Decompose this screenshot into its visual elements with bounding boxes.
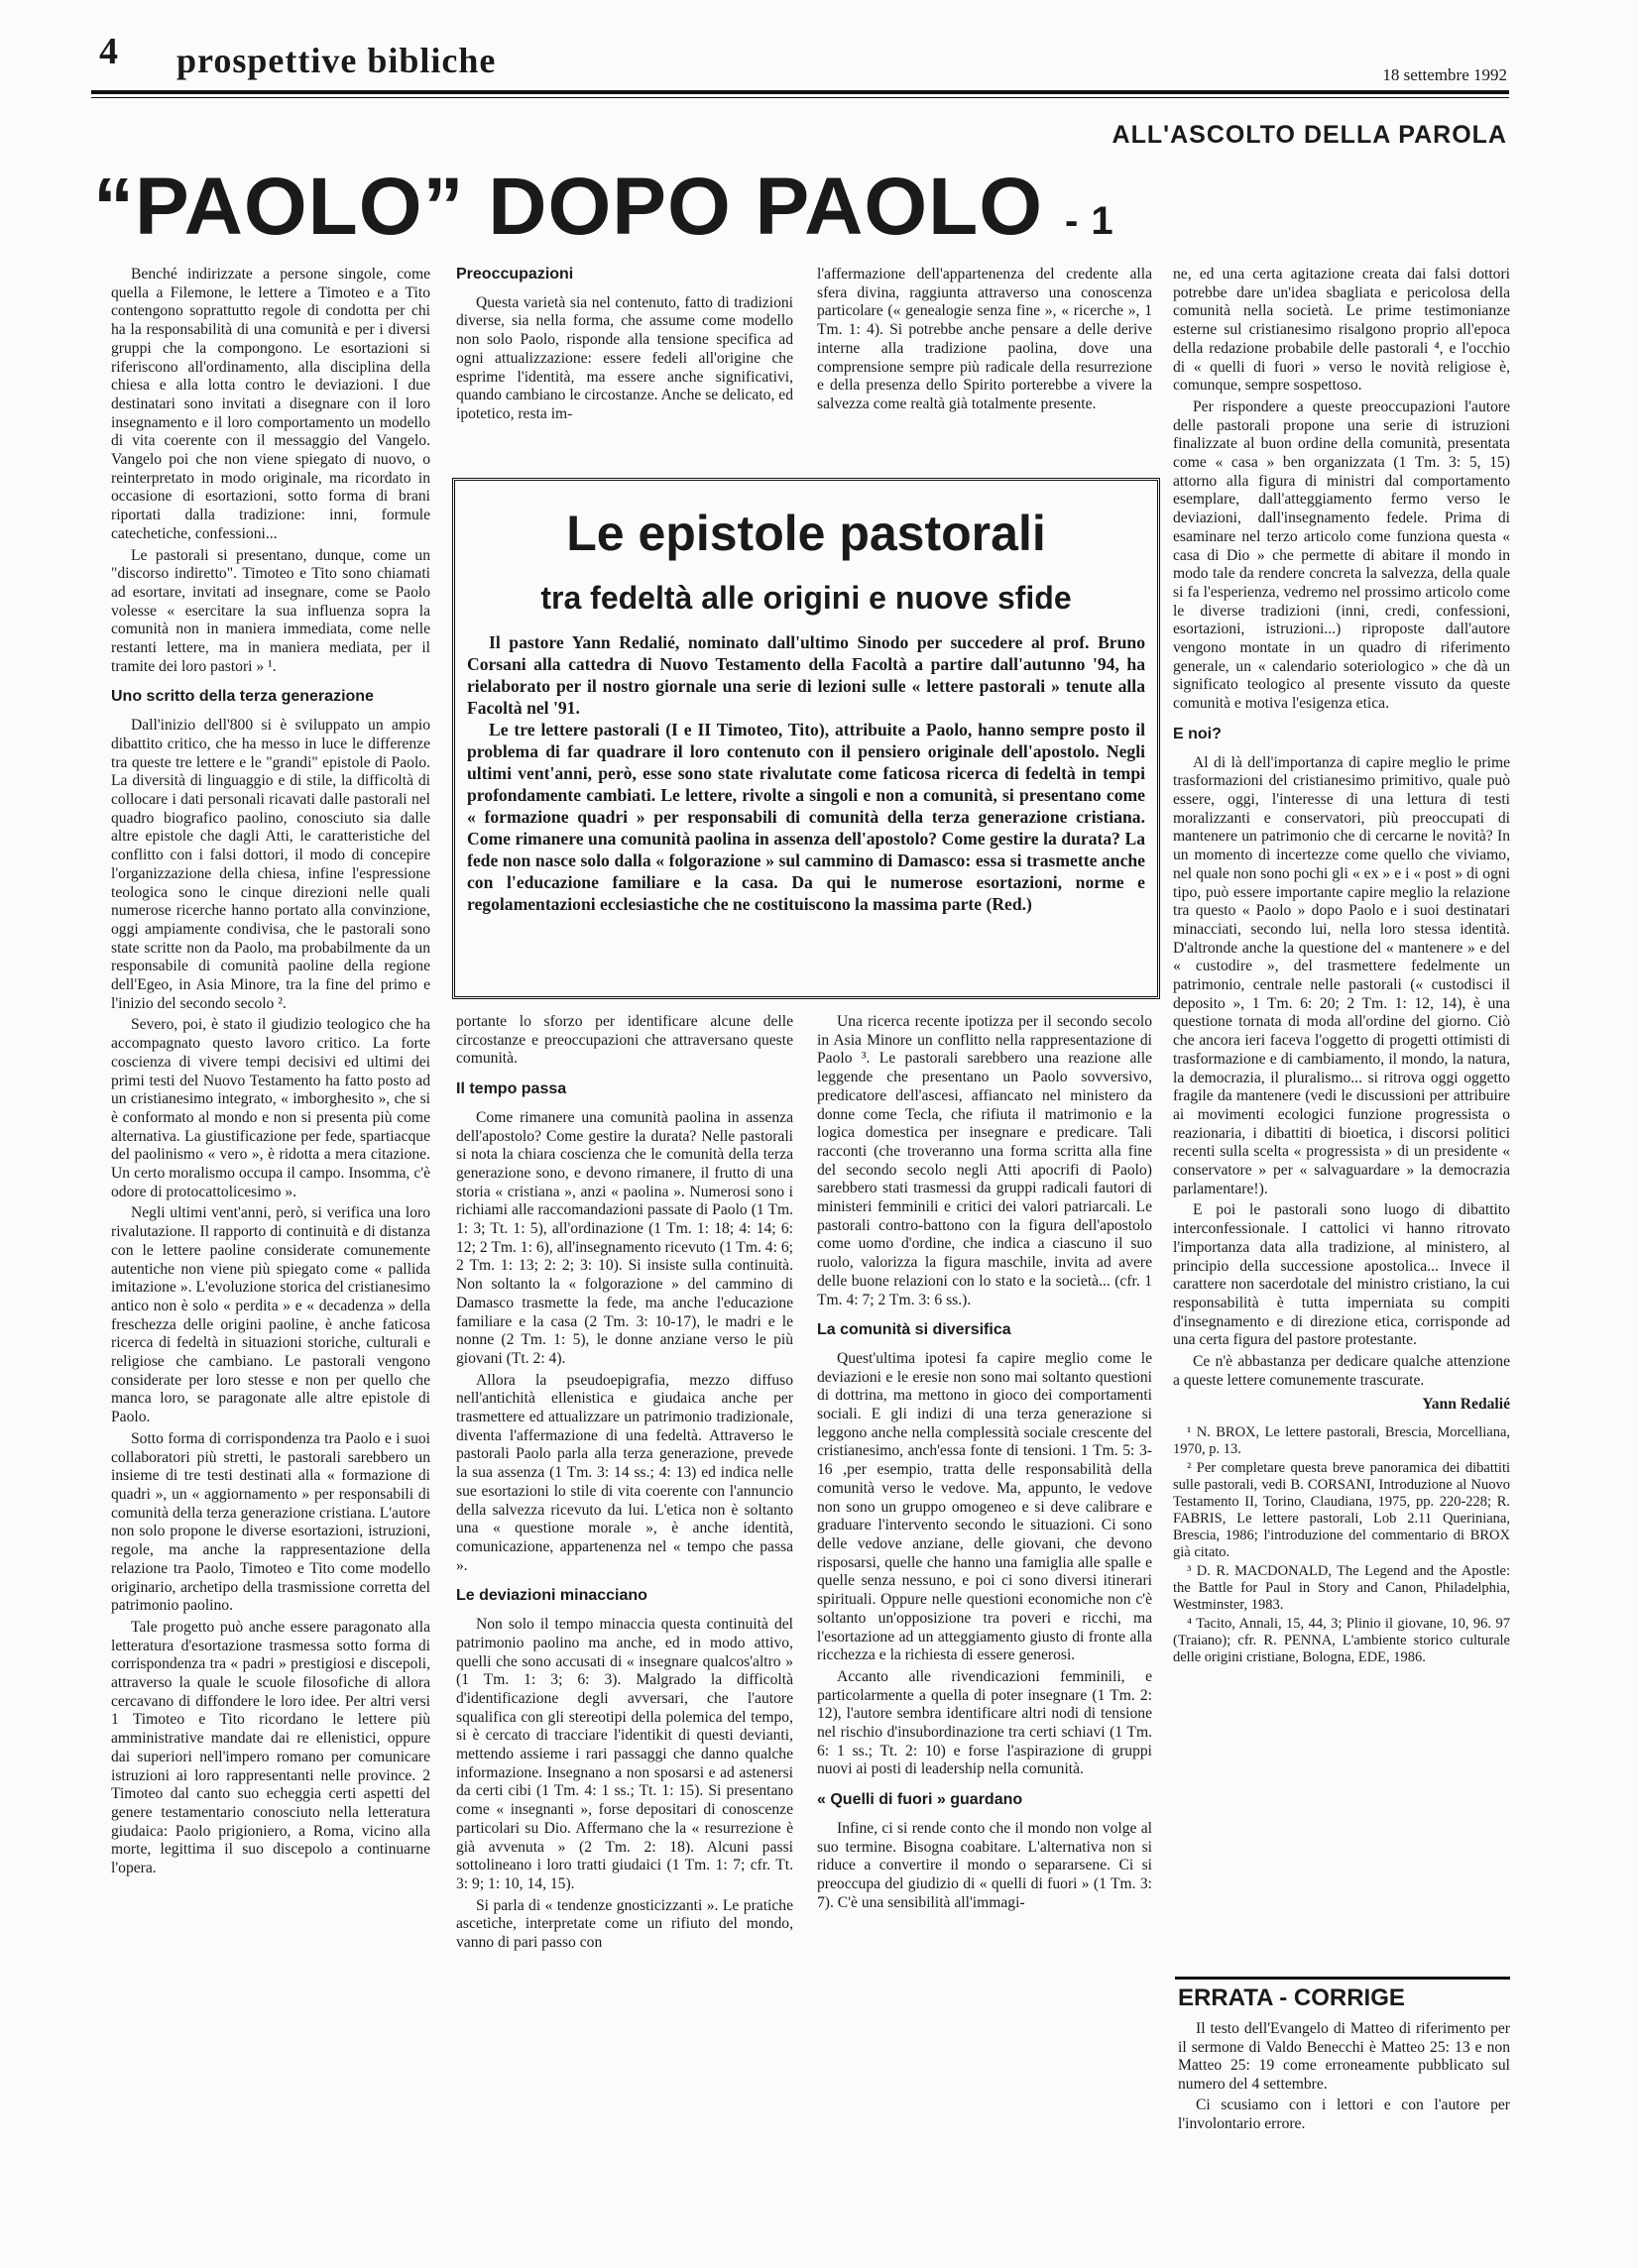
paragraph: Questa varietà sia nel contenuto, fatto di tradizioni diverse, sia nella forma, che assume come modello non solo Paolo, risponde alla tensione specifica ad ogni attualizzazione: essere fedeli all'origine che esprime l'identità, ma essere anche significativi, quando cambiano le circostanze. Anche se delicato, ed ipotetico, resta im- bbox=[456, 293, 793, 422]
article-column-1 bbox=[111, 266, 430, 1881]
footnote: ⁴ Tacito, Annali, 15, 44, 3; Plinio il giovane, 10, 96. 97 (Traiano); cfr. R. PENNA, L'ambiente storico culturale delle origini cristiane, Bologna, EDE, 1986. bbox=[1173, 1616, 1510, 1666]
box-body bbox=[467, 631, 1145, 915]
paragraph: Una ricerca recente ipotizza per il secondo secolo in Asia Minore un conflitto nella rappresentazione di Paolo ³. Le pastorali sarebbero una reazione alle leggende che presentano un Paolo sovversivo, predicatore dell'ascesi, affiancato nel ministero da donne come Tecla, che rifiuta il matrimonio e la logica domestica per insegnare e predicare. Tali racconti (che troveranno una forma scritta alla fine del secondo secolo negli Atti apocrifi di Paolo) sarebbero stati trasmessi da gruppi radicali fautori di ministeri femminili e critici dei valori patriarcali. Le pastorali contro-battono con la figura dell'apostolo come uomo d'ordine, che indica a ciascuno il suo ruolo, valorizza la figura maschile, invita ad avere delle buone relazioni con lo stato e la società... (cfr. 1 Tm. 4: 7; 2 Tm. 3: 6 ss.). bbox=[817, 1013, 1152, 1308]
header-rule-thin bbox=[91, 97, 1509, 98]
headline-part: - 1 bbox=[1065, 199, 1114, 243]
box-paragraph: Il pastore Yann Redalié, nominato dall'ultimo Sinodo per succedere al prof. Bruno Corsani alla cattedra di Nuovo Testamento della Facoltà a partire dall'autunno '94, ha rielaborato per il nostro giornale una serie di lezioni sulle « lettere pastorali » tenute alla Facoltà nel '91. bbox=[467, 632, 1145, 718]
errata-paragraph: Il testo dell'Evangelo di Matteo di riferimento per il sermone di Valdo Benecchi è Matteo 25: 13 e non Matteo 25: 19 come erroneamente pubblicato sul numero del 4 settembre. bbox=[1178, 2020, 1510, 2094]
paragraph: Come rimanere una comunità paolina in assenza dell'apostolo? Come gestire la durata? Nelle pastorali si nota la chiara coscienza che le comunità della terza generazione sono, e devono rimanere, il frutto di una storia « cristiana », anzi « paolina ». Numerosi sono i richiami alle raccomandazioni passate di Paolo (1 Tm. 1: 3; Tt. 1: 5), all'ordinazione (1 Tm. 1: 18; 4: 14; 6: 12; 2 Tm. 1: 6), all'insegnamento ricevuto (1 Tm. 4: 6; 2 Tm. 1: 13; 2: 2; 3: 10). Si insiste sulla continuità. Non soltanto la « folgorazione » del cammino di Damasco trasmette la fede, ma anche l'educazione familiare e la casa (2 Tm. 3: 10-17), le madri e le nonne (2 Tm. 1: 5), le donne anziane verso le più giovani (Tt. 2: 4). bbox=[456, 1108, 793, 1367]
paragraph: Ce n'è abbastanza per dedicare qualche attenzione a queste lettere comunemente trascurate. bbox=[1173, 1353, 1510, 1389]
issue-date: 18 settembre 1992 bbox=[1382, 65, 1507, 84]
paragraph: ne, ed una certa agitazione creata dai falsi dottori potrebbe dare un'idea sbagliata e pericolosa della comunità nella società. Le prime testimonianze esterne sul cristianesimo risalgono proprio all'epoca della redazione probabile delle pastorali ⁴, e l'occhio di « quelli di fuori » verso le novità religiose è, comunque, sempre sospettoso. bbox=[1173, 266, 1510, 395]
paragraph: Allora la pseudoepigrafia, mezzo diffuso nell'antichità ellenistica e giudaica anche per trasmettere ed attualizzare un patrimonio tradizionale, diventa l'affermazione di una fedeltà. Attraverso le pastorali Paolo parla alla terza generazione, prevede la sua assenza (1 Tm. 3: 14 ss.; 4: 13) ed indica nelle sue esortazioni lo stile di vita coerente con l'annuncio della salvezza ricevuto da lui. L'etica non è soltanto una « questione morale », è anche identità, comunicazione, appartenenza nel « tempo che passa ». bbox=[456, 1371, 793, 1574]
paragraph: Negli ultimi vent'anni, però, si verifica una loro rivalutazione. Il rapporto di continuità e di distanza con le lettere paoline considerate comunemente autentiche non viene più spiegato come « pallida imitazione ». L'evoluzione storica del cristianesimo antico non è solo « perdita » e « decadenza » della freschezza delle origini paoline, è anche faticosa ricerca di fedeltà in situazioni storiche, culturali e religiose che cambiano. Le pastorali vengono considerate per loro stesse e non per quello che manca loro, se paragonate alle altre epistole di Paolo. bbox=[111, 1204, 430, 1426]
subheading: Preoccupazioni bbox=[456, 266, 574, 283]
article-column-2-top bbox=[456, 266, 793, 427]
paragraph: Si parla di « tendenze gnosticizzanti ». Le pratiche ascetiche, interpretate come un rifiuto del mondo, vanno di pari passo con bbox=[456, 1896, 793, 1952]
footnotes bbox=[1173, 1424, 1510, 1666]
box-title: Le epistole pastorali bbox=[566, 506, 1046, 561]
page-number: 4 bbox=[99, 31, 118, 72]
editorial-box bbox=[452, 478, 1160, 999]
box-subtitle: tra fedeltà alle origini e nuove sfide bbox=[540, 580, 1072, 616]
paragraph: Sotto forma di corrispondenza tra Paolo e i suoi collaboratori più stretti, le pastorali sarebbero un insieme di tre testi destinati alla « formazione di quadri », un « aggiornamento » per responsabili di comunità della terza generazione cristiana. L'autore non solo propone le diverse esortazioni, istruzioni, regole, ma anche la rappresentazione della relazione tra Paolo, Timoteo e Tito come modello originario, archetipo della trasmissione corretta del patrimonio paolino. bbox=[111, 1429, 430, 1615]
headline-text: “PAOLO” DOPO PAOLO bbox=[93, 162, 1043, 252]
article-column-4 bbox=[1173, 266, 1510, 1668]
header-rule bbox=[91, 90, 1509, 94]
paragraph: portante lo sforzo per identificare alcune delle circostanze e preoccupazioni che attraversano queste comunità. bbox=[456, 1013, 793, 1068]
article-column-3-bottom bbox=[817, 1013, 1152, 1915]
paragraph: Dall'inizio dell'800 si è sviluppato un ampio dibattito critico, che ha messo in luce le differenze tra queste tre lettere e le "grandi" epistole di Paolo. La diversità di linguaggio e di stile, la difficoltà di collocare i dati personali ricavati dalle pastorali nel quadro biografico paolino, conosciuto sia dalle altre epistole che dagli Atti, le caratteristiche del conflitto con i falsi dottori, il modo di concepire l'organizzazione della chiesa, infine l'espressione teologica sono le cinque direzioni nelle quali numerose ricerche hanno portato alla convinzione, oggi ampiamente condivisa, che le pastorali sono state scritte non da Paolo, ma probabilmente da un responsabile di comunità paoline della regione dell'Egeo, in Asia Minore, tra la fine del primo e l'inizio del secondo secolo ². bbox=[111, 717, 430, 1012]
paragraph: Per rispondere a queste preoccupazioni l'autore delle pastorali propone una serie di istruzioni finalizzate al buon ordine della comunità, presentata come « casa » ben organizzata (1 Tm. 3: 5, 15) attorno alla figura di ministri dal comportamento esemplare, dall'atteggiamento fermo verso le deviazioni, dall'insegnamento fedele. Prima di esaminare nel terzo articolo come funziona questa « casa di Dio » che permette di abitare il mondo in modo tale da rendere concreta la salvezza, della quale si fa l'esperienza, vedremo nel prossimo articolo come le diverse tradizioni (inni, credi, confessioni, esortazioni, istruzioni...) riproposte dall'autore vengono montate in un quadro di riferimento generale, un « calendario soteriologico » che dà un significato teologico al presente vissuto da queste comunità e motiva l'esigenza etica. bbox=[1173, 397, 1510, 713]
article-column-2-bottom bbox=[456, 1013, 793, 1956]
section-rubric: ALL'ASCOLTO DELLA PAROLA bbox=[1112, 121, 1507, 149]
errata-rule bbox=[1175, 1977, 1510, 1980]
footnote: ¹ N. BROX, Le lettere pastorali, Brescia, Morcelliana, 1970, p. 13. bbox=[1173, 1424, 1510, 1458]
subheading: Uno scritto della terza generazione bbox=[111, 688, 374, 706]
paragraph: Le pastorali si presentano, dunque, come un "discorso indiretto". Timoteo e Tito sono chiamati ad esortare, invitati ad insegnare, come se Paolo volesse « esercitare la sua influenza sopra la comunità non in maniera immediata, come nelle restanti lettere, ma in maniera mediata, per il tramite dei loro pastori » ¹. bbox=[111, 546, 430, 675]
errata-body bbox=[1178, 2020, 1510, 2135]
paragraph: Non solo il tempo minaccia questa continuità del patrimonio paolino ma anche, ed in modo attivo, quelli che sono accusati di « insegnare qualcos'altro » (1 Tm. 1: 3; 6: 3). Malgrado la difficoltà d'identificazione degli avversari, che l'autore squalifica con gli stereotipi della polemica del tempo, si è cercato di tracciare l'identikit di questi devianti, mettendo assieme i rari passaggi che danno qualche informazione. Insegnano a non sposarsi e ad astenersi da certi cibi (1 Tm. 4: 1 ss.; Tt. 1: 15). Si presentano come « insegnanti », forse depositari di conoscenze particolari su Dio. Affermano che la « resurrezione è già avvenuta » (2 Tm. 2: 18). Alcuni passi sottolineano i loro tratti giudaici (1 Tm. 1: 7; cfr. Tt. 3: 9; 1: 10, 14, 15). bbox=[456, 1616, 793, 1892]
subheading: E noi? bbox=[1173, 725, 1222, 742]
article-headline bbox=[93, 161, 1114, 254]
paragraph: E poi le pastorali sono luogo di dibattito interconfessionale. I cattolici vi hanno ritrovato l'importanza data alla tradizione, al ministero, al principio della successione apostolica... Invece il carattere non sacerdotale del ministro cristiano, la cui responsabilità è tutta imperniata su compiti d'insegnamento e di direzione etica, corrisponde ad una certa figura del pastore protestante. bbox=[1173, 1201, 1510, 1349]
publication-title: prospettive bibliche bbox=[176, 41, 497, 80]
paragraph: Quest'ultima ipotesi fa capire meglio come le deviazioni e le eresie non sono mai soltanto questioni di dottrina, ma mettono in gioco dei comportamenti sociali. E gli indizi di una terza generazione si leggono anche nella complessità sociale crescente del cristianesimo, anch'essa fonte di tensioni. 1 Tm. 5: 3-16 ,per esempio, tratta delle responsabilità della comunità verso le vedove. Ma, appunto, le vedove non sono un gruppo omogeneo e si deve calibrare e graduare l'intervento secondo le situazioni. Ci sono delle vedove anziane, delle giovani, che devono risposarsi, quelle che hanno una famiglia alle spalle e quelle senza nessuno, e poi ci sono diversi itinerari spirituali. Oppure nelle questioni economiche non c'è soltanto un'opposizione tra poveri e ricchi, ma l'esortazione ad un atteggiamento giusto di fronte alla ricchezza e la richiesta di essere generosi. bbox=[817, 1349, 1152, 1664]
paragraph: Accanto alle rivendicazioni femminili, e particolarmente a quella di poter insegnare (1 Tm. 2: 12), l'autore sembra identificare altri nodi di tensione nel rischio d'insubordinazione tra certi schiavi (1 Tm. 6: 1 ss.; Tt. 2: 10) e forse l'aspirazione di gruppi nuovi ai posti di leadership nella comunità. bbox=[817, 1667, 1152, 1778]
subheading: Le deviazioni minacciano bbox=[456, 1587, 647, 1605]
errata-paragraph: Ci scusiamo con i lettori e con l'autore per l'involontario errore. bbox=[1178, 2096, 1510, 2132]
author-signature: Yann Redalié bbox=[1422, 1396, 1510, 1414]
subheading: « Quelli di fuori » guardano bbox=[817, 1791, 1023, 1809]
paragraph: l'affermazione dell'appartenenza del credente alla sfera divina, raggiunta attraverso una conoscenza particolare (« genealogie senza fine », « ricerche », 1 Tm. 1: 4). Si potrebbe anche pensare a delle derive interne alla tradizione paolina, dove una comprensione sempre più radicale della resurrezione e della presenza dello Spirito porterebbe a vivere la salvezza come realtà già totalmente presente. bbox=[817, 266, 1152, 412]
subheading: Il tempo passa bbox=[456, 1080, 567, 1098]
subheading: La comunità si diversifica bbox=[817, 1321, 1011, 1339]
errata-title: ERRATA - CORRIGE bbox=[1178, 1984, 1405, 2011]
paragraph: Severo, poi, è stato il giudizio teologico che ha accompagnato questo lavoro critico. La forte coscienza di vivere tempi decisivi ed ultimi dei primi testi del Nuovo Testamento ha fatto posto ad un cristianesimo integrato, « imborghesito », che si è conformato al mondo e non si presenta più come alternativa. La giustificazione per fede, spartiacque del paolinismo « vero », è ridotta a mera citazione. Un certo moralismo occupa il campo. Insomma, c'è odore di protocattolicesimo ». bbox=[111, 1016, 430, 1200]
paragraph: Infine, ci si rende conto che il mondo non volge al suo termine. Bisogna coabitare. L'alternativa non si riduce a convertire il mondo o separarsene. Ci si preoccupa del giudizio di « quelli di fuori » (1 Tm. 3: 7). C'è una sensibilità all'immagi- bbox=[817, 1819, 1152, 1911]
footnote: ³ D. R. MACDONALD, The Legend and the Apostle: the Battle for Paul in Story and Canon, Philadelphia, Westminster, 1983. bbox=[1173, 1563, 1510, 1614]
paragraph: Tale progetto può anche essere paragonato alla letteratura d'esortazione trasmessa sotto forma di corrispondenza tra « padri » prestigiosi e discepoli, attraverso la quale le scuole filosofiche di allora cercavano di diffondere le loro idee. Per altri versi 1 Timoteo e Tito ricordano le lettere più amministrative mandate dai re ellenistici, oppure dai superiori nell'impero romano per comunicare istruzioni ai loro rappresentanti nelle province. 2 Timoteo dal canto suo echeggia certi aspetti del genere testamentario conosciuto nella letteratura giudaica: Paolo prigioniero, a Roma, vicino alla morte, legittima il suo discepolo a continuarne l'opera. bbox=[111, 1618, 430, 1877]
article-column-3-top bbox=[817, 266, 1152, 417]
paragraph: Benché indirizzate a persone singole, come quella a Filemone, le lettere a Timoteo e a Tito contengono soprattutto regole di condotta per chi ha la responsabilità di una comunità e per i diversi gruppi che la compongono. Le esortazioni si riferiscono all'ordinamento, alla disciplina della chiesa e alla lotta contro le deviazioni. I due destinatari sono invitati a disegnare con il loro insegnamento e il loro comportamento un modello di vita coerente con il messaggio del Vangelo. Vangelo poi che non viene spiegato di nuovo, o reinterpretato in modo originale, ma ricordato in occasione di esortazioni, sotto forma di brani riportati dalla tradizione: inni, formule catechetiche, confessioni... bbox=[111, 266, 430, 542]
box-paragraph: Le tre lettere pastorali (I e II Timoteo, Tito), attribuite a Paolo, hanno sempre posto il problema di far quadrare il loro contenuto con il pensiero originale dell'apostolo. Negli ultimi vent'anni, però, esse sono state rivalutate come faticosa ricerca di fedeltà in tempi profondamente cambiati. Le lettere, rivolte a singoli e non a comunità, si presentano come « formazione quadri » per responsabili di comunità della terza generazione cristiana. Come rimanere una comunità paolina in assenza dell'apostolo? Come gestire la durata? La fede non nasce solo dalla « folgorazione » sul cammino di Damasco: essa si trasmette anche con l'educazione familiare e la casa. Da qui le numerose esortazioni, norme e regolamentazioni ecclesiastiche che ne costituiscono la massima parte (Red.) bbox=[467, 720, 1145, 914]
paragraph: Al di là dell'importanza di capire meglio le prime trasformazioni del cristianesimo primitivo, quale può essere, oggi, l'interesse di una lettura di testi moralizzanti e conservatori, più preoccupati di mantenere un patrimonio che di cercarne le novità? In un momento di incertezze come quello che viviamo, nel quale non sono pochi gli « ex » e i « post » di ogni tipo, può essere importante capire meglio la relazione tra questo « Paolo » dopo Paolo e i suoi destinatari minacciati, secondo lui, nella loro stessa identità. D'altronde anche la questione del « mantenere » e del « custodire », del trasmettere fedelmente un patrimonio, centrale nelle pastorali (« custodisci il deposito », 1 Tm. 6: 20; 2 Tm. 1: 12, 14), è una questione tornata di moda all'ordine del giorno. Ciò che ancora ieri faceva l'oggetto di progetti ottimisti di trasformazione e di cambiamento, il mondo, la natura, la democrazia, il pluralismo... si ritrova oggi oggetto fragile da mantenere (vedi le discussioni per attribuire ai movimenti ecologici funzione progressista o reazionaria, i dibattiti di bioetica, i discorsi politici recenti sulla scelta « progressista » di un presidente « conservatore » per « salvaguardare » la democrazia parlamentare!). bbox=[1173, 753, 1510, 1197]
footnote: ² Per completare questa breve panoramica dei dibattiti sulle pastorali, vedi B. CORSANI, Introduzione al Nuovo Testamento II, Torino, Claudiana, 1975, pp. 220-228; R. FABRIS, Le lettere pastorali, Lob 2.11 Queriniana, Brescia, 1986; l'introduzione del commentario di BROX già citato. bbox=[1173, 1460, 1510, 1561]
